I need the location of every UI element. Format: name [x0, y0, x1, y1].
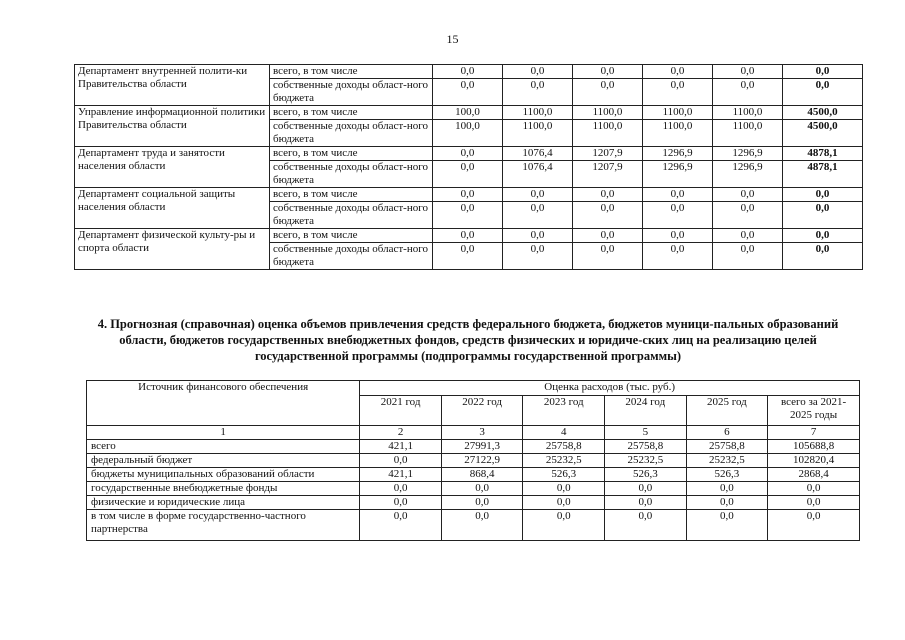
total-value: 4878,1	[783, 147, 863, 161]
year-value: 1076,4	[503, 147, 573, 161]
funding-estimate-table	[86, 380, 860, 541]
funding-kind: всего, в том числе	[270, 229, 433, 243]
year-value: 0,0	[503, 79, 573, 106]
source-label: бюджеты муниципальных образований области	[87, 468, 360, 482]
column-number: 5	[605, 426, 687, 440]
estimate-column-header: Оценка расходов (тыс. руб.)	[360, 381, 860, 396]
year-value: 1100,0	[573, 120, 643, 147]
column-number: 3	[441, 426, 523, 440]
year-value: 1100,0	[713, 120, 783, 147]
department-name: Департамент социальной защиты населения области	[75, 188, 270, 229]
year-value: 0,0	[643, 243, 713, 270]
section-heading: 4. Прогнозная (справочная) оценка объемов привлечения средств федерального бюджета, бюджетов муници-пальных образований области, бюджетов государственных внебюджетных фондов, средств физических и юридиче-ских лиц на реализацию целей государственной программы (подпрограммы государственной программы)	[97, 317, 839, 363]
year-value: 0,0	[503, 65, 573, 79]
total-value: 0,0	[783, 65, 863, 79]
year-value: 0,0	[573, 65, 643, 79]
page-number: 15	[446, 32, 459, 46]
year-value: 0,0	[433, 65, 503, 79]
funding-kind: всего, в том числе	[270, 106, 433, 120]
year-value: 25758,8	[523, 440, 605, 454]
department-name: Управление информационной политики Правительства области	[75, 106, 270, 147]
year-value: 0,0	[503, 229, 573, 243]
year-header: 2023 год	[523, 396, 605, 426]
year-value: 0,0	[503, 188, 573, 202]
total-value: 0,0	[768, 482, 860, 496]
year-value: 0,0	[573, 229, 643, 243]
source-label: государственные внебюджетные фонды	[87, 482, 360, 496]
year-value: 526,3	[686, 468, 768, 482]
department-name: Департамент физической культу-ры и спорта области	[75, 229, 270, 270]
source-label: физические и юридические лица	[87, 496, 360, 510]
year-value: 0,0	[643, 188, 713, 202]
department-name: Департамент труда и занятости населения области	[75, 147, 270, 188]
year-value: 0,0	[503, 202, 573, 229]
year-value: 0,0	[441, 482, 523, 496]
total-value: 0,0	[783, 202, 863, 229]
year-value: 0,0	[605, 510, 687, 541]
total-value: 102820,4	[768, 454, 860, 468]
year-value: 0,0	[713, 202, 783, 229]
funding-kind: всего, в том числе	[270, 188, 433, 202]
total-value: 0,0	[783, 79, 863, 106]
funding-kind: собственные доходы област-ного бюджета	[270, 243, 433, 270]
source-column-header: Источник финансового обеспечения	[87, 381, 360, 426]
year-value: 0,0	[360, 482, 442, 496]
table-header-row	[87, 381, 860, 396]
department-name: Департамент внутренней полити-ки Правительства области	[75, 65, 270, 106]
year-value: 0,0	[523, 482, 605, 496]
year-value: 0,0	[643, 202, 713, 229]
year-value: 25232,5	[605, 454, 687, 468]
column-number-row	[87, 426, 860, 440]
year-value: 1100,0	[713, 106, 783, 120]
year-value: 1296,9	[643, 147, 713, 161]
year-value: 0,0	[573, 188, 643, 202]
year-value: 0,0	[686, 482, 768, 496]
year-value: 0,0	[686, 496, 768, 510]
funding-kind: собственные доходы област-ного бюджета	[270, 120, 433, 147]
funding-kind: собственные доходы област-ного бюджета	[270, 79, 433, 106]
year-value: 1100,0	[643, 106, 713, 120]
year-value: 0,0	[433, 161, 503, 188]
year-value: 0,0	[360, 496, 442, 510]
total-value: 0,0	[783, 188, 863, 202]
year-header: 2021 год	[360, 396, 442, 426]
total-value: 105688,8	[768, 440, 860, 454]
year-value: 0,0	[523, 496, 605, 510]
table-row	[75, 147, 863, 161]
table-row	[87, 496, 860, 510]
year-value: 0,0	[643, 79, 713, 106]
year-value: 421,1	[360, 468, 442, 482]
year-header: всего за 2021-2025 годы	[768, 396, 860, 426]
year-value: 100,0	[433, 120, 503, 147]
year-value: 1207,9	[573, 147, 643, 161]
year-value: 526,3	[605, 468, 687, 482]
funding-kind: всего, в том числе	[270, 65, 433, 79]
year-value: 27122,9	[441, 454, 523, 468]
year-value: 0,0	[433, 229, 503, 243]
year-value: 1296,9	[713, 147, 783, 161]
total-value: 0,0	[768, 510, 860, 541]
year-value: 0,0	[643, 65, 713, 79]
table-row	[87, 454, 860, 468]
year-value: 0,0	[573, 243, 643, 270]
year-value: 421,1	[360, 440, 442, 454]
year-value: 0,0	[441, 510, 523, 541]
total-value: 0,0	[783, 243, 863, 270]
year-value: 0,0	[523, 510, 605, 541]
table-row	[75, 65, 863, 79]
funding-kind: собственные доходы област-ного бюджета	[270, 202, 433, 229]
year-value: 0,0	[573, 79, 643, 106]
year-value: 0,0	[441, 496, 523, 510]
source-label: в том числе в форме государственно-частного партнерства	[87, 510, 360, 541]
year-value: 1076,4	[503, 161, 573, 188]
year-value: 1296,9	[713, 161, 783, 188]
year-value: 0,0	[605, 496, 687, 510]
year-value: 1100,0	[503, 120, 573, 147]
total-value: 4500,0	[783, 120, 863, 147]
year-value: 0,0	[713, 229, 783, 243]
total-value: 4500,0	[783, 106, 863, 120]
table-row	[75, 229, 863, 243]
year-header: 2025 год	[686, 396, 768, 426]
table-row	[75, 106, 863, 120]
year-value: 0,0	[713, 79, 783, 106]
column-number: 2	[360, 426, 442, 440]
year-value: 25758,8	[605, 440, 687, 454]
year-value: 0,0	[573, 202, 643, 229]
total-value: 0,0	[783, 229, 863, 243]
year-value: 25232,5	[686, 454, 768, 468]
year-value: 0,0	[360, 510, 442, 541]
total-value: 2868,4	[768, 468, 860, 482]
year-value: 526,3	[523, 468, 605, 482]
total-value: 4878,1	[783, 161, 863, 188]
table-row	[87, 482, 860, 496]
year-value: 0,0	[433, 188, 503, 202]
table-row	[87, 510, 860, 541]
year-value: 1100,0	[503, 106, 573, 120]
year-value: 0,0	[503, 243, 573, 270]
year-value: 868,4	[441, 468, 523, 482]
year-value: 27991,3	[441, 440, 523, 454]
year-value: 0,0	[360, 454, 442, 468]
funding-kind: всего, в том числе	[270, 147, 433, 161]
funding-kind: собственные доходы област-ного бюджета	[270, 161, 433, 188]
column-number: 6	[686, 426, 768, 440]
year-value: 0,0	[433, 202, 503, 229]
year-value: 0,0	[433, 79, 503, 106]
year-value: 25232,5	[523, 454, 605, 468]
year-value: 0,0	[713, 65, 783, 79]
year-value: 1100,0	[643, 120, 713, 147]
year-header: 2022 год	[441, 396, 523, 426]
year-value: 0,0	[433, 243, 503, 270]
year-value: 0,0	[605, 482, 687, 496]
year-value: 0,0	[713, 243, 783, 270]
column-number: 7	[768, 426, 860, 440]
year-value: 0,0	[643, 229, 713, 243]
table-row	[75, 188, 863, 202]
year-value: 0,0	[433, 147, 503, 161]
total-value: 0,0	[768, 496, 860, 510]
source-label: федеральный бюджет	[87, 454, 360, 468]
source-label: всего	[87, 440, 360, 454]
year-value: 0,0	[713, 188, 783, 202]
year-value: 25758,8	[686, 440, 768, 454]
year-value: 1296,9	[643, 161, 713, 188]
column-number: 1	[87, 426, 360, 440]
year-value: 100,0	[433, 106, 503, 120]
year-header: 2024 год	[605, 396, 687, 426]
table-row	[87, 440, 860, 454]
table-row	[87, 468, 860, 482]
column-number: 4	[523, 426, 605, 440]
year-value: 1100,0	[573, 106, 643, 120]
department-budget-table	[74, 64, 863, 270]
year-value: 0,0	[686, 510, 768, 541]
year-value: 1207,9	[573, 161, 643, 188]
